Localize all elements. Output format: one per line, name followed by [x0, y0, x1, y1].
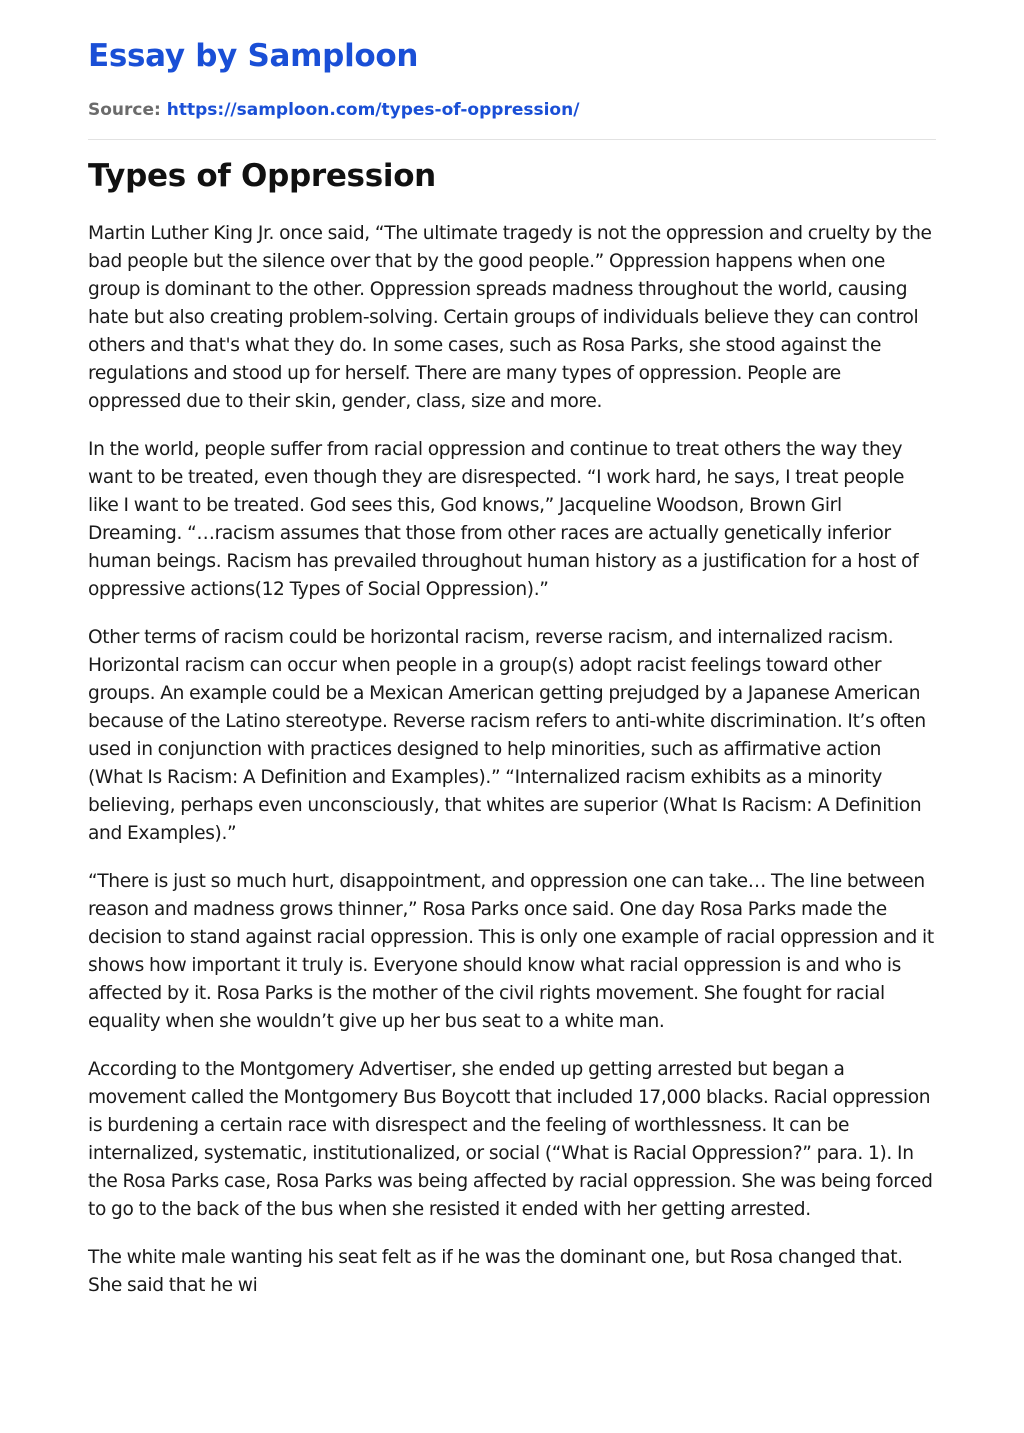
essay-paragraph: In the world, people suffer from racial oppression and continue to treat others the way they want to be treated, even though they are disrespected. “I work hard, he says, I treat people like I want to be treated. God sees this, God knows,” Jacqueline Woodson, Brown Girl Dreaming. “…racism assumes that those from other races are actually genetically inferior human beings. Racism has prevailed throughout human history as a justification for a host of oppressive actions(12 Types of Social Oppression).” — [88, 439, 919, 600]
source-link[interactable]: https://samploon.com/types-of-oppression/ — [166, 100, 580, 120]
essay-title: Types of Oppression — [88, 158, 436, 194]
essay-paragraph: According to the Montgomery Advertiser, she ended up getting arrested but began a movement called the Montgomery Bus Boycott that included 17,000 blacks. Racial oppression is burdening a certain race with disrespect and the feeling of worthlessness. It can be internalized, systematic, institutionalized, or social (“What is Racial Oppression?” para. 1). In the Rosa Parks case, Rosa Parks was being affected by racial oppression. She was being forced to go to the back of the bus when she resisted it ended with her getting arrested. — [88, 1059, 933, 1220]
brand-title: Essay by Samploon — [88, 38, 419, 74]
essay-body — [88, 220, 936, 1300]
source-line — [88, 99, 936, 121]
essay-paragraph: Other terms of racism could be horizontal racism, reverse racism, and internalized racism. Horizontal racism can occur when people in a group(s) adopt racist feelings toward other groups. An example could be a Mexican American getting prejudged by a Japanese American because of the Latino stereotype. Reverse racism refers to anti-white discrimination. It’s often used in conjunction with practices designed to help minorities, such as affirmative action (What Is Racism: A Definition and Examples).” “Internalized racism exhibits as a minority believing, perhaps even unconsciously, that whites are superior (What Is Racism: A Definition and Examples).” — [88, 627, 926, 844]
source-label: Source: — [88, 100, 161, 120]
essay-page — [88, 0, 936, 1320]
header-divider — [88, 139, 936, 140]
essay-paragraph: Martin Luther King Jr. once said, “The ultimate tragedy is not the oppression and cruelty by the bad people but the silence over that by the good people.” Oppression happens when one group is dominant to the other. Oppression spreads madness throughout the world, causing hate but also creating problem-solving. Certain groups of individuals believe they can control others and that's what they do. In some cases, such as Rosa Parks, she stood against the regulations and stood up for herself. There are many types of oppression. People are oppressed due to their skin, gender, class, size and more. — [88, 223, 932, 412]
essay-paragraph: “There is just so much hurt, disappointment, and oppression one can take… The line between reason and madness grows thinner,” Rosa Parks once said. One day Rosa Parks made the decision to stand against racial oppression. This is only one example of racial oppression and it shows how important it truly is. Everyone should know what racial oppression is and who is affected by it. Rosa Parks is the mother of the civil rights movement. She fought for racial equality when she wouldn’t give up her bus seat to a white man. — [88, 871, 934, 1032]
essay-paragraph: The white male wanting his seat felt as if he was the dominant one, but Rosa changed that. She said that he wi — [88, 1247, 903, 1296]
